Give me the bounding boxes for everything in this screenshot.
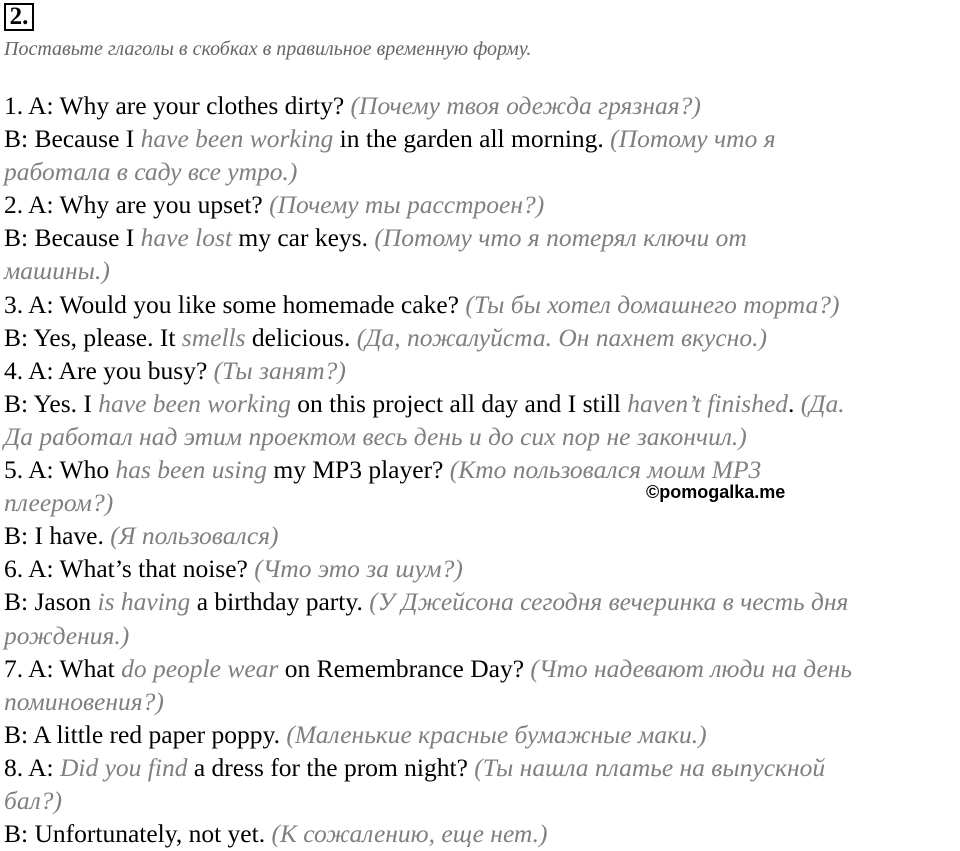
text-line	[4, 354, 960, 387]
answer-or-translation: (Что надевают люди на день	[530, 653, 853, 683]
answer-or-translation: have been working	[140, 124, 334, 154]
text-line	[4, 552, 960, 585]
text-line	[4, 685, 960, 718]
sentence-text: in the garden all morning.	[333, 124, 611, 154]
sentence-text: 4. A: Are you busy?	[4, 355, 214, 385]
answer-or-translation: Did you find	[59, 752, 188, 782]
text-line	[4, 585, 960, 618]
sentence-text: 7. A: What	[4, 653, 122, 683]
text-line	[4, 453, 960, 486]
sentence-text: 6. A: What’s that noise?	[4, 554, 255, 584]
answer-or-translation: has been using	[115, 455, 268, 485]
text-line	[4, 321, 960, 354]
text-line	[4, 784, 960, 817]
answer-or-translation: машины.)	[4, 256, 110, 286]
text-line	[4, 288, 960, 321]
answer-or-translation: (Да.	[800, 388, 845, 418]
answer-or-translation: (Потому что я	[610, 124, 776, 154]
answer-or-translation: Да работал над этим проектом весь день и до сих пор не закончил.)	[4, 421, 747, 451]
answer-or-translation: рождения.)	[4, 620, 130, 650]
text-line	[4, 619, 960, 652]
sentence-text: B: Because I	[4, 223, 141, 253]
sentence-text: delicious.	[245, 322, 357, 352]
sentence-text: B: Yes. I	[4, 388, 99, 418]
watermark: ©pomogalka.me	[646, 482, 786, 502]
sentence-text: 2. A: Why are you upset?	[4, 190, 270, 220]
sentence-text: B: Yes, please. It	[4, 322, 182, 352]
answer-or-translation: (Почему твоя одежда грязная?)	[350, 91, 701, 120]
answer-or-translation: (Ты занят?)	[213, 355, 346, 385]
answer-or-translation: работала в саду все утро.)	[4, 157, 298, 187]
sentence-text: on Remembrance Day?	[278, 653, 531, 683]
text-line	[4, 751, 960, 784]
answer-or-translation: (Что это за шум?)	[254, 554, 463, 584]
answer-or-translation: (Я пользовался)	[110, 521, 279, 551]
answer-or-translation: (Да, пожалуйста. Он пахнет вкусно.)	[356, 322, 767, 352]
answer-or-translation: (Ты бы хотел домашнего торта?)	[465, 289, 840, 319]
sentence-text: a birthday party.	[190, 587, 370, 617]
answer-or-translation: haven’t finished	[627, 388, 789, 418]
exercise-content	[4, 89, 960, 850]
sentence-text: a dress for the prom night?	[187, 752, 475, 782]
answer-or-translation: (Ты нашла платье на выпускной	[474, 752, 826, 782]
text-line	[4, 817, 960, 850]
sentence-text: my MP3 player?	[267, 455, 450, 485]
exercise-number: 2.	[4, 3, 34, 31]
text-line	[4, 221, 960, 254]
text-line	[4, 188, 960, 221]
answer-or-translation: is having	[97, 587, 191, 617]
text-line	[4, 254, 960, 287]
sentence-text: B: A little red paper poppy.	[4, 719, 287, 749]
text-line	[4, 89, 960, 122]
answer-or-translation: плеером?)	[4, 488, 114, 518]
exercise-instruction: Поставьте глаголы в скобках в правильное временную форму.	[4, 38, 532, 60]
text-line	[4, 387, 960, 420]
sentence-text: 3. A: Would you like some homemade cake?	[4, 289, 466, 319]
sentence-text: B: Jason	[4, 587, 98, 617]
sentence-text: 5. A: Who	[4, 455, 116, 485]
text-line	[4, 519, 960, 552]
sentence-text: B: Because I	[4, 124, 141, 154]
text-line	[4, 652, 960, 685]
answer-or-translation: have lost	[140, 223, 233, 253]
answer-or-translation: (Маленькие красные бумажные маки.)	[286, 719, 707, 749]
sentence-text: B: Unfortunately, not yet.	[4, 819, 272, 849]
answer-or-translation: smells	[181, 322, 246, 352]
answer-or-translation: (Кто пользовался моим MP3	[449, 455, 762, 485]
sentence-text: on this project all day and I still	[290, 388, 628, 418]
sentence-text: 1. A: Why are your clothes dirty?	[4, 91, 351, 120]
answer-or-translation: (К сожалению, еще нет.)	[271, 819, 548, 849]
answer-or-translation: бал?)	[4, 785, 62, 815]
sentence-text: B: I have.	[4, 521, 111, 551]
text-line	[4, 122, 960, 155]
text-line	[4, 718, 960, 751]
answer-or-translation: (Почему ты расстроен?)	[269, 190, 545, 220]
text-line	[4, 420, 960, 453]
answer-or-translation: have been working	[98, 388, 291, 418]
sentence-text: 8. A:	[4, 752, 60, 782]
text-line	[4, 155, 960, 188]
answer-or-translation: (Потому что я потерял ключи от	[374, 223, 747, 253]
text-line	[4, 486, 960, 519]
answer-or-translation: поминовения?)	[4, 686, 164, 716]
sentence-text: .	[788, 388, 801, 418]
answer-or-translation: do people wear	[121, 653, 279, 683]
answer-or-translation: (У Джейсона сегодня вечеринка в честь дня	[369, 587, 849, 617]
sentence-text: my car keys.	[232, 223, 375, 253]
